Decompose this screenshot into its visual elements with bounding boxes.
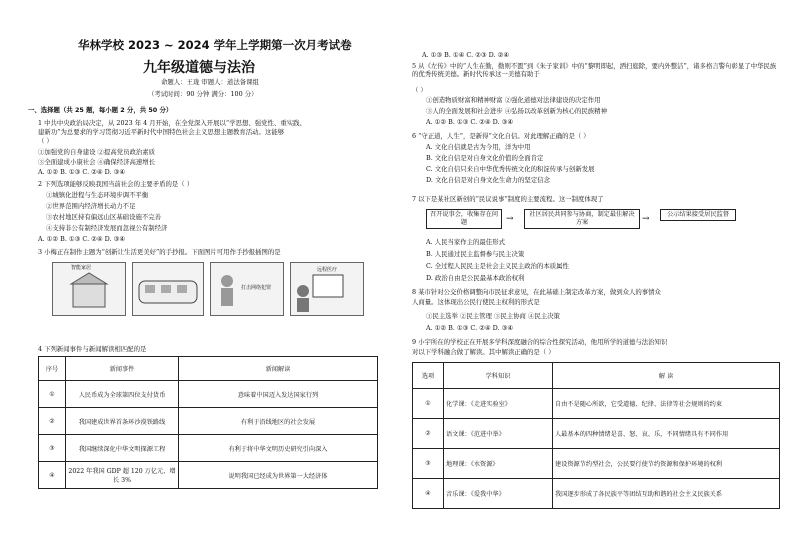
q9-table: [412, 362, 780, 509]
q1-option: ①加强党的自身建设 ②提高党员政治素质: [38, 148, 156, 156]
q8-choices: A. ①② B. ①③ C. ②④ D. ③④: [426, 324, 514, 332]
exam-title: 华林学校 2023 ~ 2024 学年上学期第一次月考试卷: [78, 38, 352, 52]
q3-stem: 3 小梅正在制作主题为“创新让生活更美好”的手抄报。下面图片可用作手抄报插图的是: [38, 248, 281, 256]
q8-stem: 8 某市针对公交价格调整向市民征求意见，在此基础上制定改革方案，做到众人的事情众: [412, 288, 661, 296]
table-row: ③ 我国继续深化中华文明探源工程 有利于将中华文明历史研究引向深入: [39, 435, 378, 462]
table-row: ① 化学课：《走进实验室》 自由不是随心所欲，它受道德、纪律、法律等社会规则的约束: [413, 389, 780, 419]
q1-line: 建新功”为总要求的学习贯彻习近平新时代中国特色社会主义思想主题教育活动。这能够: [38, 128, 285, 136]
q7-stem: 7 以下是某社区新创的“民议说事”制度的主要流程。这一制度体现了: [412, 195, 604, 203]
table-header: 学科知识: [444, 363, 553, 389]
arrow-right-icon: →: [506, 214, 514, 224]
authors-line: 命题人：王珑 审题人：道法备课组: [161, 78, 259, 86]
table-row: ② 我国建成世界首条环沙漠铁路线 有利于沿线地区的社会发展: [39, 408, 378, 435]
table-row: ④ 2022 年我国 GDP 超 120 万亿元，增长 3% 说明我国已经成为世界第一大经济体: [39, 462, 378, 489]
q4-table: [38, 356, 378, 489]
q2-option: ①城镇化进程与生态环境步调不平衡: [46, 191, 149, 199]
q9-line: 对以下学科融合做了解读。其中解读正确的是（ ）: [412, 348, 555, 356]
q8-line: 人商量。这体现出公民行使民主权利的形式是: [412, 298, 540, 306]
q5-line: （ ）: [412, 86, 427, 94]
q3-image-telemedicine: 远程医疗: [290, 262, 364, 316]
q7-option: A. 人民当家作主的最佳形式: [426, 238, 505, 246]
q2-option: ③农村地区持有偏远山区基础设施不完善: [46, 213, 162, 221]
q4-stem: 4 下列新闻事件与新闻解读相匹配的是: [38, 345, 147, 353]
q1-choices: A. ①② B. ①③ C. ②④ D. ③④: [38, 168, 126, 176]
q6-stem: 6 “守正道，人生”，是新得“文化自信。对此理解正确的是（ ）: [412, 132, 590, 140]
q5-option: ③人的全面发展和社会进步 ④弘扬以改革创新为核心的民族精神: [426, 107, 607, 115]
q6-option: B. 文化自信是对自身文化价值的全面肯定: [426, 154, 544, 162]
section-title: 一、选择题（共 25 题，每小题 2 分，共 50 分）: [28, 106, 173, 114]
q1-option: ③全面建成小康社会 ④确保经济高速增长: [38, 158, 156, 166]
subject-title: 九年级道德与法治: [143, 60, 255, 76]
table-header: 解 读: [553, 363, 780, 389]
q1-line: 1 中共中央政治局决定，从 2023 年 4 月开始，在全党深入开展以“学思想、强党性、重实践、: [38, 119, 306, 127]
q9-stem: 9 小宇所在的学校正在开展多学科深度融合的综合性探究活动，他用所学的道德与法治知识: [412, 338, 668, 346]
train-icon: [133, 263, 203, 315]
q8-option: ①民主选举 ②民主管理 ③民主协商 ④民主决策: [426, 312, 560, 320]
table-row: ④ 音乐课：《爱我中华》 我国逐步形成了各民族平等团结互助和谐的社会主义民族关系: [413, 479, 780, 509]
arrow-right-icon: →: [642, 214, 650, 224]
table-header: 选项: [413, 363, 444, 389]
q2-choices: A. ①② B. ①③ C. ②④ D. ③④: [38, 235, 126, 243]
q4-choices: A. ①③ B. ①④ C. ②③ D. ②④: [422, 51, 510, 59]
q7-option: B. 人民通过民主监督参与民主决策: [426, 250, 525, 258]
q7-option: D. 政治自由是公民最基本政治权利: [426, 274, 525, 282]
table-row: ① 人民币成为全球第四位支付货币 意味着中国迈入发达国家行列: [39, 381, 378, 408]
q5-choices: A. ①② B. ①③ C. ②④ D. ③④: [426, 118, 514, 126]
q2-stem: 2 下列选项能够反映我国当前社会的主要矛盾的是（ ）: [38, 180, 194, 188]
q3-image-smart-home: 智能家居: [52, 262, 126, 316]
q5-option: ①创造物质财富和精神财富 ②强化道德对法律建设的决定作用: [426, 96, 601, 104]
q7-option: C. 全过程人民民主是社会主义民主政治的本质属性: [426, 262, 569, 270]
table-header: 序号: [39, 357, 66, 381]
q5-stem: 5 从《左传》中的“人生在勤，勤则不匮”到《朱子家训》中的“黎明即起，洒扫庭除，要内外整洁”，诸多格言警句彰显了中华民族的优秀传统美德。新时代传承这一美德有助于: [412, 62, 777, 78]
q3-image-train: [132, 262, 204, 316]
q6-option: D. 文化自信是对自身文化生命力的坚定信念: [426, 176, 550, 184]
exam-info: （考试时间：90 分钟 满分：100 分）: [148, 90, 258, 98]
q6-option: A. 文化自信就是古为今用，洋为中用: [426, 143, 531, 151]
q3-image-cybercrime: 打击网络犯罪: [210, 262, 284, 316]
q2-option: ②世界范围内经济增长动力不足: [46, 202, 136, 210]
q1-line: （ ）: [38, 137, 53, 145]
q2-option: ④支持非公有制经济发展而忽视公有制经济: [46, 224, 168, 232]
table-header: 新闻事件: [66, 357, 179, 381]
table-header: 新闻解读: [179, 357, 378, 381]
q6-option: C. 文化自信只来自中华优秀传统文化的积淀传承与创新发展: [426, 165, 595, 173]
table-row: ② 语文课：《范进中举》 人最基本的四种情绪是喜、怒、哀、乐，不同情绪具有不同作用: [413, 419, 780, 449]
flow-step-3: 公示结果接受居民监督: [660, 209, 736, 221]
table-row: ③ 地理课：《水资源》 建设资源节约型社会，公民要行使节约资源和保护环境的权利: [413, 449, 780, 479]
flow-step-2: 社区居民共同参与协商，制定最佳解决方案: [524, 209, 640, 229]
flow-step-1: 召开说事会，收集存在问题: [426, 209, 502, 229]
